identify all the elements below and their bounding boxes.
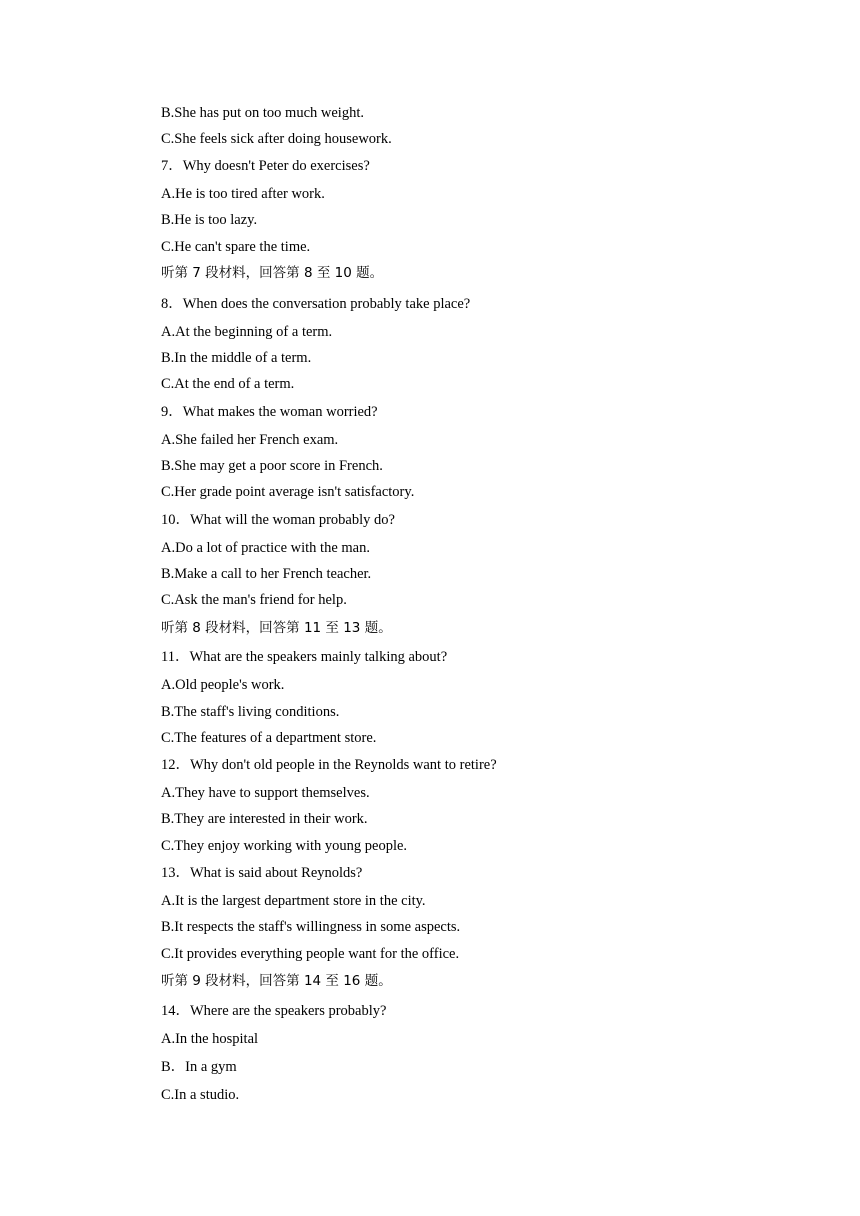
- option-text: B.They are interested in their work.: [161, 811, 368, 827]
- option-text: A.It is the largest department store in the city.: [161, 893, 426, 909]
- question-text: 10．What will the woman probably do?: [161, 512, 395, 528]
- option-text: C.At the end of a term.: [161, 376, 295, 392]
- option-text: A.She failed her French exam.: [161, 432, 339, 448]
- question-text: 14．Where are the speakers probably?: [161, 1003, 387, 1019]
- option-text: C.It provides everything people want for the office.: [161, 946, 460, 962]
- option-text: C.He can't spare the time.: [161, 239, 311, 255]
- option-text: A.They have to support themselves.: [161, 785, 370, 801]
- option-text: C.The features of a department store.: [161, 730, 377, 746]
- option-text: C.Ask the man's friend for help.: [161, 592, 347, 608]
- option-text: B.The staff's living conditions.: [161, 704, 340, 720]
- question-text: 8．When does the conversation probably take place?: [161, 296, 471, 312]
- question-text: 13．What is said about Reynolds?: [161, 865, 363, 881]
- question-text: 7．Why doesn't Peter do exercises?: [161, 158, 370, 174]
- option-text: C.In a studio.: [161, 1087, 240, 1103]
- option-text: B.In the middle of a term.: [161, 350, 312, 366]
- option-text: A.He is too tired after work.: [161, 186, 325, 202]
- section-heading: 听第 7 段材料，回答第 8 至 10 题。: [161, 265, 384, 281]
- option-text: C.They enjoy working with young people.: [161, 838, 408, 854]
- section-heading: 听第 8 段材料，回答第 11 至 13 题。: [161, 620, 392, 636]
- option-text: B．In a gym: [161, 1059, 237, 1075]
- option-text: A.Do a lot of practice with the man.: [161, 540, 370, 556]
- option-text: B.He is too lazy.: [161, 212, 258, 228]
- option-text: B.She may get a poor score in French.: [161, 458, 383, 474]
- option-text: C.Her grade point average isn't satisfactory.: [161, 484, 415, 500]
- option-text: B.Make a call to her French teacher.: [161, 566, 372, 582]
- option-text: A.Old people's work.: [161, 677, 285, 693]
- option-text: A.In the hospital: [161, 1031, 259, 1047]
- option-text: B.It respects the staff's willingness in some aspects.: [161, 919, 461, 935]
- option-text: C.She feels sick after doing housework.: [161, 131, 392, 147]
- option-text: B.She has put on too much weight.: [161, 105, 364, 121]
- question-text: 12．Why don't old people in the Reynolds want to retire?: [161, 757, 497, 773]
- section-heading: 听第 9 段材料，回答第 14 至 16 题。: [161, 973, 392, 989]
- question-text: 11．What are the speakers mainly talking about?: [161, 649, 448, 665]
- question-text: 9．What makes the woman worried?: [161, 404, 378, 420]
- option-text: A.At the beginning of a term.: [161, 324, 333, 340]
